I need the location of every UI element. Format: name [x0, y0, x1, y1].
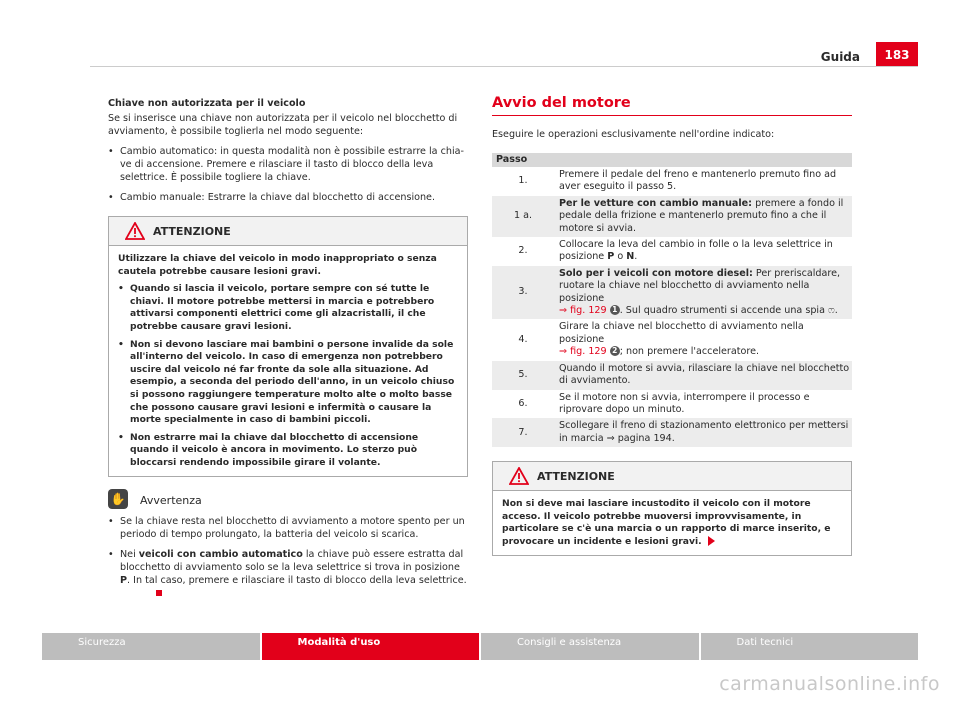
tab-sicurezza[interactable]: Sicurezza [42, 633, 260, 660]
table-row [492, 196, 852, 237]
warning-box [492, 461, 852, 555]
figure-link[interactable]: ⇒ fig. 129 [559, 305, 607, 317]
steps-table [492, 153, 852, 447]
bullet-item: • Cambio automatico: in questa modalità non è possibile estrarre la chiave di accensione. Premere e rilasciare il tasto di blocco della leva selettrice. È possibile togliere la chiave. [108, 146, 464, 183]
page-number: 183 [876, 42, 918, 66]
step-number: 2. [492, 237, 554, 266]
warning-bullet-text: Quando si lascia il veicolo, portare sempre con sé tutte le chiavi. Il motore potrebbe mettersi in marcia e potrebbero attivarsi componenti elettrici come gli alzacristalli, il che potrebbe causare gravi lesioni. [130, 283, 435, 332]
bullet-text: Cambio manuale: Estrarre la chiave dal blocchetto di accensione. [120, 192, 436, 203]
figure-link[interactable]: ⇒ fig. 129 [559, 346, 607, 358]
section-title: Avvio del motore [492, 97, 852, 116]
step-text: Se il motore non si avvia, interrompere il processo e riprovare dopo un minuto. [554, 390, 852, 419]
table-row [492, 167, 852, 196]
page-link[interactable]: ⇒ pagina 194 [606, 432, 672, 444]
warning-header [493, 462, 851, 491]
step-number: 7. [492, 418, 554, 447]
warning-title: ATTENZIONE [537, 470, 615, 484]
warning-header [109, 217, 467, 246]
intro-text: Se si inserisce una chiave non autorizzata per il veicolo nel blocchetto di avviamento, è possibile toglierla nel modo seguente: [108, 113, 458, 137]
table-row [492, 319, 852, 360]
step-text: Solo per i veicoli con motore diesel: Per preriscaldare, ruotare la chiave nel blocchetto di avviamento nella posizione ⇒ fig. 129 1 . Sul quadro strumenti si accende una spia ෆ. [554, 266, 852, 320]
tab-consigli-e-assistenza[interactable]: Consigli e assistenza [481, 633, 699, 660]
note-header [108, 489, 468, 515]
step-text: Per le vetture con cambio manuale: premere a fondo il pedale della frizione e mantenerlo premuto fino a che il motore si avvia. [554, 196, 852, 237]
step-number: 4. [492, 319, 554, 360]
warning-body [109, 246, 467, 476]
tab-dati-tecnici[interactable]: Dati tecnici [701, 633, 919, 660]
warning-intro: Utilizzare la chiave del veicolo in modo inappropriato o senza cautela potrebbe causare lesioni gravi. [118, 253, 437, 277]
note-hand-icon: ✋ [108, 489, 128, 509]
step-text: Premere il pedale del freno e mantenerlo premuto fino ad aver eseguito il passo 5. [554, 167, 852, 196]
table-row [492, 361, 852, 390]
tab-modalita-duso[interactable]: Modalità d'uso [262, 633, 480, 660]
step-number: 3. [492, 266, 554, 320]
warning-bullet: • Non estrarre mai la chiave dal blocchetto di accensione quando il veicolo è ancora in movimento. Lo sterzo può bloccarsi rendendo impossibile girare il volante. [118, 431, 419, 468]
step-text: Girare la chiave nel blocchetto di avviamento nella posizione ⇒ fig. 129 2 ; non premere l'acceleratore. [554, 319, 852, 360]
note-bullet: • Nei veicoli con cambio automatico la chiave può essere estratta dal blocchetto di avviamento solo se la leva selettrice si trova in posizione P. In tal caso, premere e rilasciare il tasto di blocco della leva selettrice. [108, 548, 468, 600]
right-column [492, 97, 852, 556]
continue-arrow-icon [708, 536, 715, 546]
warning-bullet-text: Non si devono lasciare mai bambini o persone invalide da sole all'interno del veicolo. In caso di emergenza non potrebbero uscire dal veicolo né far fronte da sole alla situazione. Ad esempio, a seconda del periodo dell'anno, in un veicolo chiuso si possono raggiungere temperature molto alte o molto basse che possono causare gravi lesioni e infermità o causare la morte specialmente in caso di bambini piccoli. [130, 338, 455, 426]
watermark: carmanualsonline.info [719, 673, 940, 695]
intro-title: Chiave non autorizzata per il veicolo [108, 98, 306, 109]
end-of-section-marker [156, 590, 162, 596]
warning-triangle-icon [125, 222, 145, 240]
table-header-passo: Passo [492, 153, 554, 167]
footer-nav [42, 633, 918, 660]
note-bullet-text: Nei veicoli con cambio automatico la chiave può essere estratta dal blocchetto di avviamento solo se la leva selettrice si trova in posizione P. In tal caso, premere e rilasciare il tasto di blocco della leva selettrice. [120, 549, 467, 599]
callout-number: 1 [610, 305, 620, 315]
step-number: 1. [492, 167, 554, 196]
bullet-item: • Cambio manuale: Estrarre la chiave dal blocchetto di accensione. [108, 192, 436, 203]
step-text: Quando il motore si avvia, rilasciare la chiave nel blocchetto di avviamento. [554, 361, 852, 390]
warning-title: ATTENZIONE [153, 225, 231, 238]
warning-text: Non si deve mai lasciare incustodito il veicolo con il motore acceso. Il veicolo potrebbe muoversi improvvisamente, in particolare se c'è una marcia o un rapporto di marce inserito, e provocare un incidente e lesioni gravi. [502, 498, 831, 547]
warning-bullet: • Quando si lascia il veicolo, portare sempre con sé tutte le chiavi. Il motore potrebbe mettersi in marcia e potrebbero attivarsi componenti elettrici come gli alzacristalli, il che potrebbe causare gravi lesioni. [118, 283, 435, 332]
step-text: Scollegare il freno di stazionamento elettronico per mettersi in marcia ⇒ pagina 194. [554, 418, 852, 447]
table-row [492, 237, 852, 266]
warning-box [108, 216, 468, 477]
step-number: 6. [492, 390, 554, 419]
step-number: 5. [492, 361, 554, 390]
note-bullet-text: Se la chiave resta nel blocchetto di avviamento a motore spento per un periodo di tempo prolungato, la batteria del veicolo si scarica. [120, 515, 465, 540]
warning-body [493, 491, 851, 554]
table-row [492, 390, 852, 419]
running-header-title: Guida [820, 50, 860, 64]
table-row [492, 418, 852, 447]
bullet-text: Cambio automatico: in questa modalità non è possibile estrarre la chiave di accensione. Premere e rilasciare il tasto di blocco della leva selettrice. È possibile togliere la chiave. [120, 146, 464, 183]
step-number: 1 a. [492, 196, 554, 237]
note-bullet: • Se la chiave resta nel blocchetto di avviamento a motore spento per un periodo di tempo prolungato, la batteria del veicolo si scarica. [108, 515, 465, 540]
section-intro: Eseguire le operazioni esclusivamente nell'ordine indicato: [492, 129, 775, 140]
callout-number: 2 [610, 346, 620, 356]
table-row [492, 266, 852, 320]
note-title: Avvertenza [140, 493, 202, 507]
left-column [108, 97, 468, 607]
glow-plug-icon: ෆ [828, 305, 835, 317]
header-divider [90, 66, 918, 67]
warning-bullet-text: Non estrarre mai la chiave dal blocchetto di accensione quando il veicolo è ancora in movimento. Lo sterzo può bloccarsi rendendo impossibile girare il volante. [130, 431, 419, 468]
step-text: Collocare la leva del cambio in folle o la leva selettrice in posizione P o N. [554, 237, 852, 266]
warning-bullet: • Non si devono lasciare mai bambini o persone invalide da sole all'interno del veicolo. In caso di emergenza non potrebbero uscire dal veicolo né far fronte da sole alla situazione. Ad esempio, a seconda del periodo dell'anno, in un veicolo chiuso si possono raggiungere temperature molto alte o molto basse che possono causare gravi lesioni e infermità o causare la morte specialmente in caso di bambini piccoli. [118, 338, 455, 426]
warning-triangle-icon [509, 467, 529, 485]
